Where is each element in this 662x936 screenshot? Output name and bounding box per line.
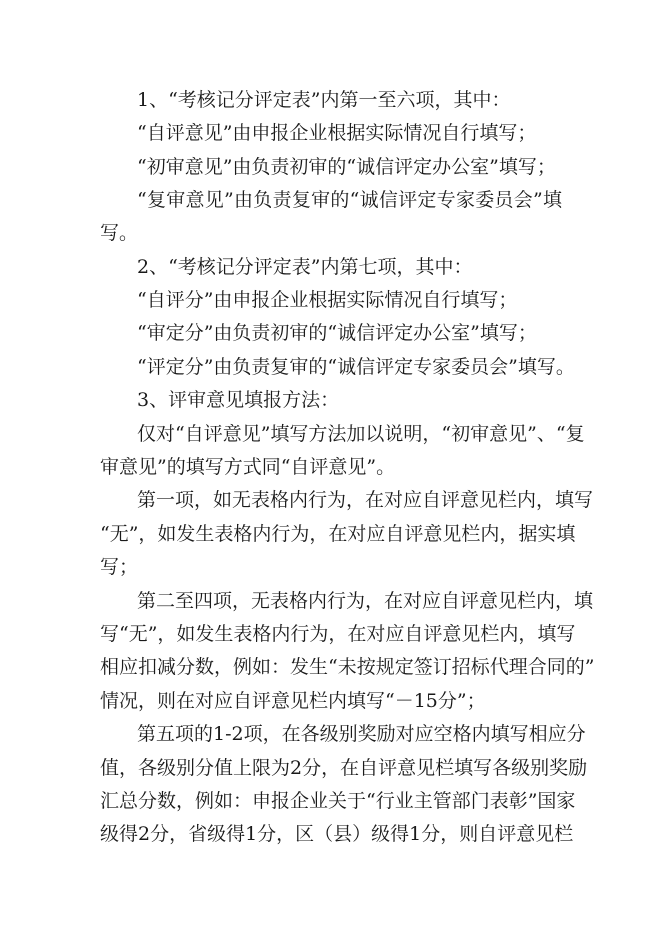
- text-line: 第一项，如无表格内行为，在对应自评意见栏内，填写: [137, 489, 594, 511]
- text-line: 相应扣减分数，例如：发生“未按规定签订招标代理合同的”: [100, 656, 595, 678]
- text-line: 级得2分，省级得1分，区（县）级得1分，则自评意见栏: [100, 823, 574, 845]
- text-line: 汇总分数，例如：申报企业关于“行业主管部门表彰”国家: [100, 790, 576, 812]
- text-line: 写“无”，如发生表格内行为，在对应自评意见栏内，填写: [100, 623, 576, 645]
- text-line: 仅对“自评意见”填写方法加以说明，“初审意见”、“复: [137, 423, 585, 445]
- text-line: “无”，如发生表格内行为，在对应自评意见栏内，据实填: [100, 523, 576, 545]
- text-line: “复审意见”由负责复审的“诚信评定专家委员会”填: [137, 189, 562, 211]
- text-line: 情况，则在对应自评意见栏内填写“－15分”；: [100, 690, 486, 712]
- text-line: 1、“考核记分评定表”内第一至六项，其中：: [137, 89, 511, 111]
- text-line: “评定分”由负责复审的“诚信评定专家委员会”填写。: [137, 356, 575, 378]
- text-line: 第五项的1-2项，在各级别奖励对应空格内填写相应分: [137, 723, 586, 745]
- text-line: 2、“考核记分评定表”内第七项，其中：: [137, 256, 473, 278]
- text-line: “审定分”由负责初审的“诚信评定办公室”填写；: [137, 322, 537, 344]
- text-line: 3、评审意见填报方法：: [137, 389, 340, 411]
- text-line: 值，各级别分值上限为2分，在自评意见栏填写各级别奖励: [100, 757, 588, 779]
- text-line: 写。: [100, 222, 139, 244]
- text-line: “自评分”由申报企业根据实际情况自行填写；: [137, 289, 518, 311]
- text-line: 第二至四项，无表格内行为，在对应自评意见栏内，填: [137, 590, 594, 612]
- text-line: 写；: [100, 556, 139, 578]
- text-line: “初审意见”由负责初审的“诚信评定办公室”填写；: [137, 156, 556, 178]
- text-line: 审意见”的填写方式同“自评意见”。: [100, 456, 396, 478]
- text-line: “自评意见”由申报企业根据实际情况自行填写；: [137, 122, 537, 144]
